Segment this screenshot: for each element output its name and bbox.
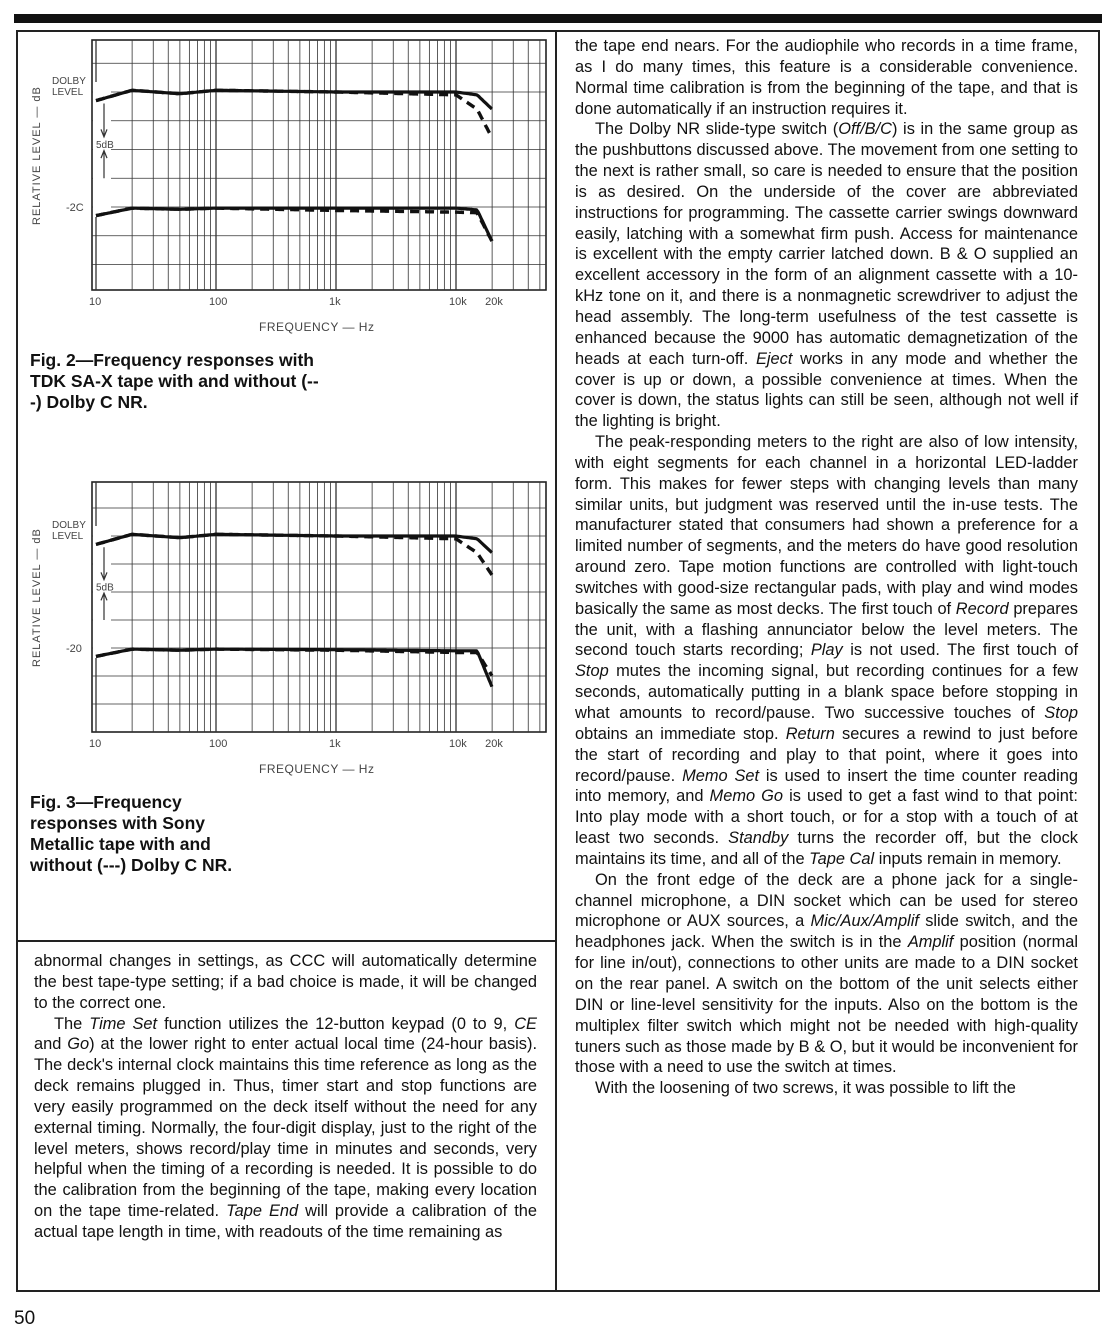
- paragraph: [34, 1014, 537, 1243]
- text-run: The peak-responding meters to the right are also of low intensity, with eight segments for each channel in a horizontal LED-ladder form. This makes for fewer steps with changing levels than many similar units, but judgment was reserved until the in-use tests. The manufacturer stated that consumers had shown a preference for a limited number of segments, and the meters do have good resolution around zero. Tape motion functions are controlled with light-touch switches with good-size rectangular pads, with play and wind modes basically the same as most decks. The first touch of: [575, 433, 1078, 618]
- dolby-level-label: DOLBY: [52, 76, 86, 87]
- text-run: works in any mode and whether the cover is up or down, a possible convenience at times. When the cover is down, the status lights can still be seen, although not well if the lighting is bright.: [575, 349, 1078, 431]
- plot-frame: [92, 482, 546, 732]
- x-tick-label: 1k: [329, 738, 341, 750]
- figure-divider: [16, 940, 557, 942]
- x-tick-label: 20k: [485, 738, 503, 750]
- x-axis-label: FREQUENCY — Hz: [259, 320, 375, 334]
- italic-term: Amplif: [907, 933, 954, 952]
- text-run: is used to insert the time counter reading into memory, and: [575, 766, 1078, 806]
- text-run: is used to get a fast wind to that point: Into play mode with a short touch, or for a stop with a touch of at least two seconds.: [575, 787, 1078, 848]
- scale-label: 5dB: [96, 582, 114, 594]
- paragraph: [575, 36, 1078, 119]
- minus-20-label: -20: [66, 643, 82, 655]
- text-run: The: [54, 1014, 90, 1033]
- x-axis-label: FREQUENCY — Hz: [259, 762, 375, 776]
- text-run: the tape end nears. For the audiophile who records in a time frame, as I do many times, this feature is a considerable convenience. Normal time calibration is from the beginning of the tape, and that is done automatically if an instruction requires it.: [575, 37, 1078, 118]
- text-run: position (normal for line in/out), connections to other units are made to a DIN socket on the rear panel. A switch on the bottom of the unit selects either DIN or line-level sensitivity for the inputs. Also on the bottom is the multiplex filter switch which might not be needed with high-quality tuners such as those made by B & O, but it would be inconvenient for those with a need to use the switch at times.: [575, 933, 1078, 1077]
- italic-term: Time Set: [89, 1014, 158, 1033]
- scale-label: 5dB: [96, 139, 114, 151]
- x-tick-label: 10k: [449, 738, 467, 750]
- minus-20-label: -2C: [66, 202, 84, 214]
- italic-term: Record: [955, 599, 1009, 618]
- text-run: function utilizes the 12-button keypad (0 to 9,: [157, 1014, 515, 1033]
- text-run: is not used. The first touch of: [842, 641, 1078, 660]
- y-axis-label: RELATIVE LEVEL — dB: [31, 528, 43, 667]
- text-run: mutes the incoming signal, but recording continues for a few seconds, automatically putting in a blank space before stopping in what amounts to record/pause. Two successive touches of: [575, 662, 1078, 722]
- text-run: ) at the lower right to enter actual local time (24-hour basis). The deck's internal clock maintains this time reference as long as the deck remains plugged in. Thus, timer start and stop functions are very easily programmed on the deck itself without the need for any external timing. Normally, the four-digit display, just to the right of the level meters, shows record/play time in minutes and seconds, very helpful when the timing of a recording is needed. It is possible to do the calibration from the beginning of the tape, making every location on the tape time-related.: [34, 1035, 537, 1221]
- text-run: abnormal changes in settings, as CCC will automatically determine the best tape-type setting; if a bad choice is made, it will be changed to the correct one.: [34, 952, 537, 1012]
- figure-2-caption: Fig. 2—Frequency responses with TDK SA-X tape with and without (---) Dolby C NR.: [30, 350, 319, 412]
- paragraph: [575, 870, 1078, 1078]
- text-run: The Dolby NR slide-type switch (: [595, 120, 839, 139]
- figure-3-svg: [0, 0, 560, 800]
- series-line-no-nr: [96, 649, 492, 687]
- x-tick-label: 10k: [449, 296, 467, 308]
- dolby-level-label: LEVEL: [52, 531, 84, 542]
- text-run: will provide a calibration of the actual tape length in time, with readouts of the time remaining as: [34, 1202, 538, 1241]
- italic-term: Go: [67, 1035, 90, 1054]
- italic-term: Return: [785, 724, 835, 743]
- italic-term: Stop: [1044, 704, 1078, 722]
- text-run: On the front edge of the deck are a phone jack for a single-channel microphone, a DIN socket which can be used for stereo microphone or AUX sources, a: [575, 870, 1078, 931]
- page-number: 50: [14, 1308, 36, 1329]
- x-tick-label: 10: [89, 296, 102, 308]
- x-tick-label: 100: [209, 296, 228, 308]
- italic-term: Off/B/C: [838, 120, 892, 139]
- text-run: slide switch, and the headphones jack. When the switch is in the: [575, 912, 1078, 952]
- dolby-level-label: DOLBY: [52, 520, 86, 531]
- paragraph: [575, 119, 1078, 432]
- text-run: and: [34, 1035, 68, 1054]
- dolby-level-label: LEVEL: [52, 87, 84, 98]
- x-tick-label: 1k: [329, 296, 341, 308]
- figure-3-caption: Fig. 3—Frequency responses with Sony Metallic tape with and without (---) Dolby C NR.: [30, 792, 233, 875]
- paragraph: [575, 1078, 1078, 1099]
- series-line-dolby-c: [96, 534, 492, 575]
- paragraph: [34, 951, 537, 1014]
- italic-term: Standby: [728, 829, 789, 848]
- italic-term: Mic/Aux/Amplif: [810, 912, 919, 931]
- italic-term: Memo Go: [709, 787, 784, 806]
- x-tick-label: 20k: [485, 296, 503, 308]
- italic-term: Tape Cal: [809, 849, 875, 868]
- italic-term: CE: [514, 1014, 537, 1033]
- text-run: ) is in the same group as the pushbuttons discussed above. The movement from one setting to the next is rather small, so care is needed to ensure that the position is as desired. On the underside of the cover are abbreviated instructions for programming. The cassette carrier swings downward easily, latching with a somewhat firm push. Access for maintenance is excellent with the empty carrier latched down. B & O supplied an excellent accessory in the form of an alignment cassette with a 10-kHz tone on it, and there is a nonmagnetic screwdriver to adjust the head assembly. The long-term usefulness of the test cassette is enhanced because the 9000 has automatic demagnetization of the heads at each turn-off.: [575, 120, 1078, 368]
- text-run: turns the recorder off, but the clock maintains its time, and all of the: [575, 829, 1078, 868]
- italic-term: Memo Set: [682, 766, 760, 785]
- text-run: prepares the unit, with a flashing annunciator below the level meters. The second touch starts recording;: [575, 599, 1079, 660]
- text-run: obtains an immediate stop.: [575, 724, 786, 743]
- italic-term: Tape End: [226, 1202, 299, 1221]
- text-run: With the loosening of two screws, it was possible to lift the: [595, 1079, 1016, 1098]
- text-run: secures a rewind to just before the start of recording and play to that point, where it goes into record/pause.: [575, 724, 1079, 785]
- paragraph: [575, 432, 1078, 870]
- x-tick-label: 10: [89, 738, 102, 750]
- italic-term: Eject: [755, 349, 793, 368]
- italic-term: Play: [810, 641, 843, 660]
- right-column-text: [575, 36, 1078, 1099]
- left-column-text: [34, 951, 537, 1243]
- series-line-dolby-c: [96, 649, 492, 676]
- x-tick-label: 100: [209, 738, 228, 750]
- italic-term: Stop: [575, 662, 609, 681]
- y-axis-label: RELATIVE LEVEL — dB: [31, 86, 43, 225]
- text-run: inputs remain in memory.: [874, 849, 1062, 868]
